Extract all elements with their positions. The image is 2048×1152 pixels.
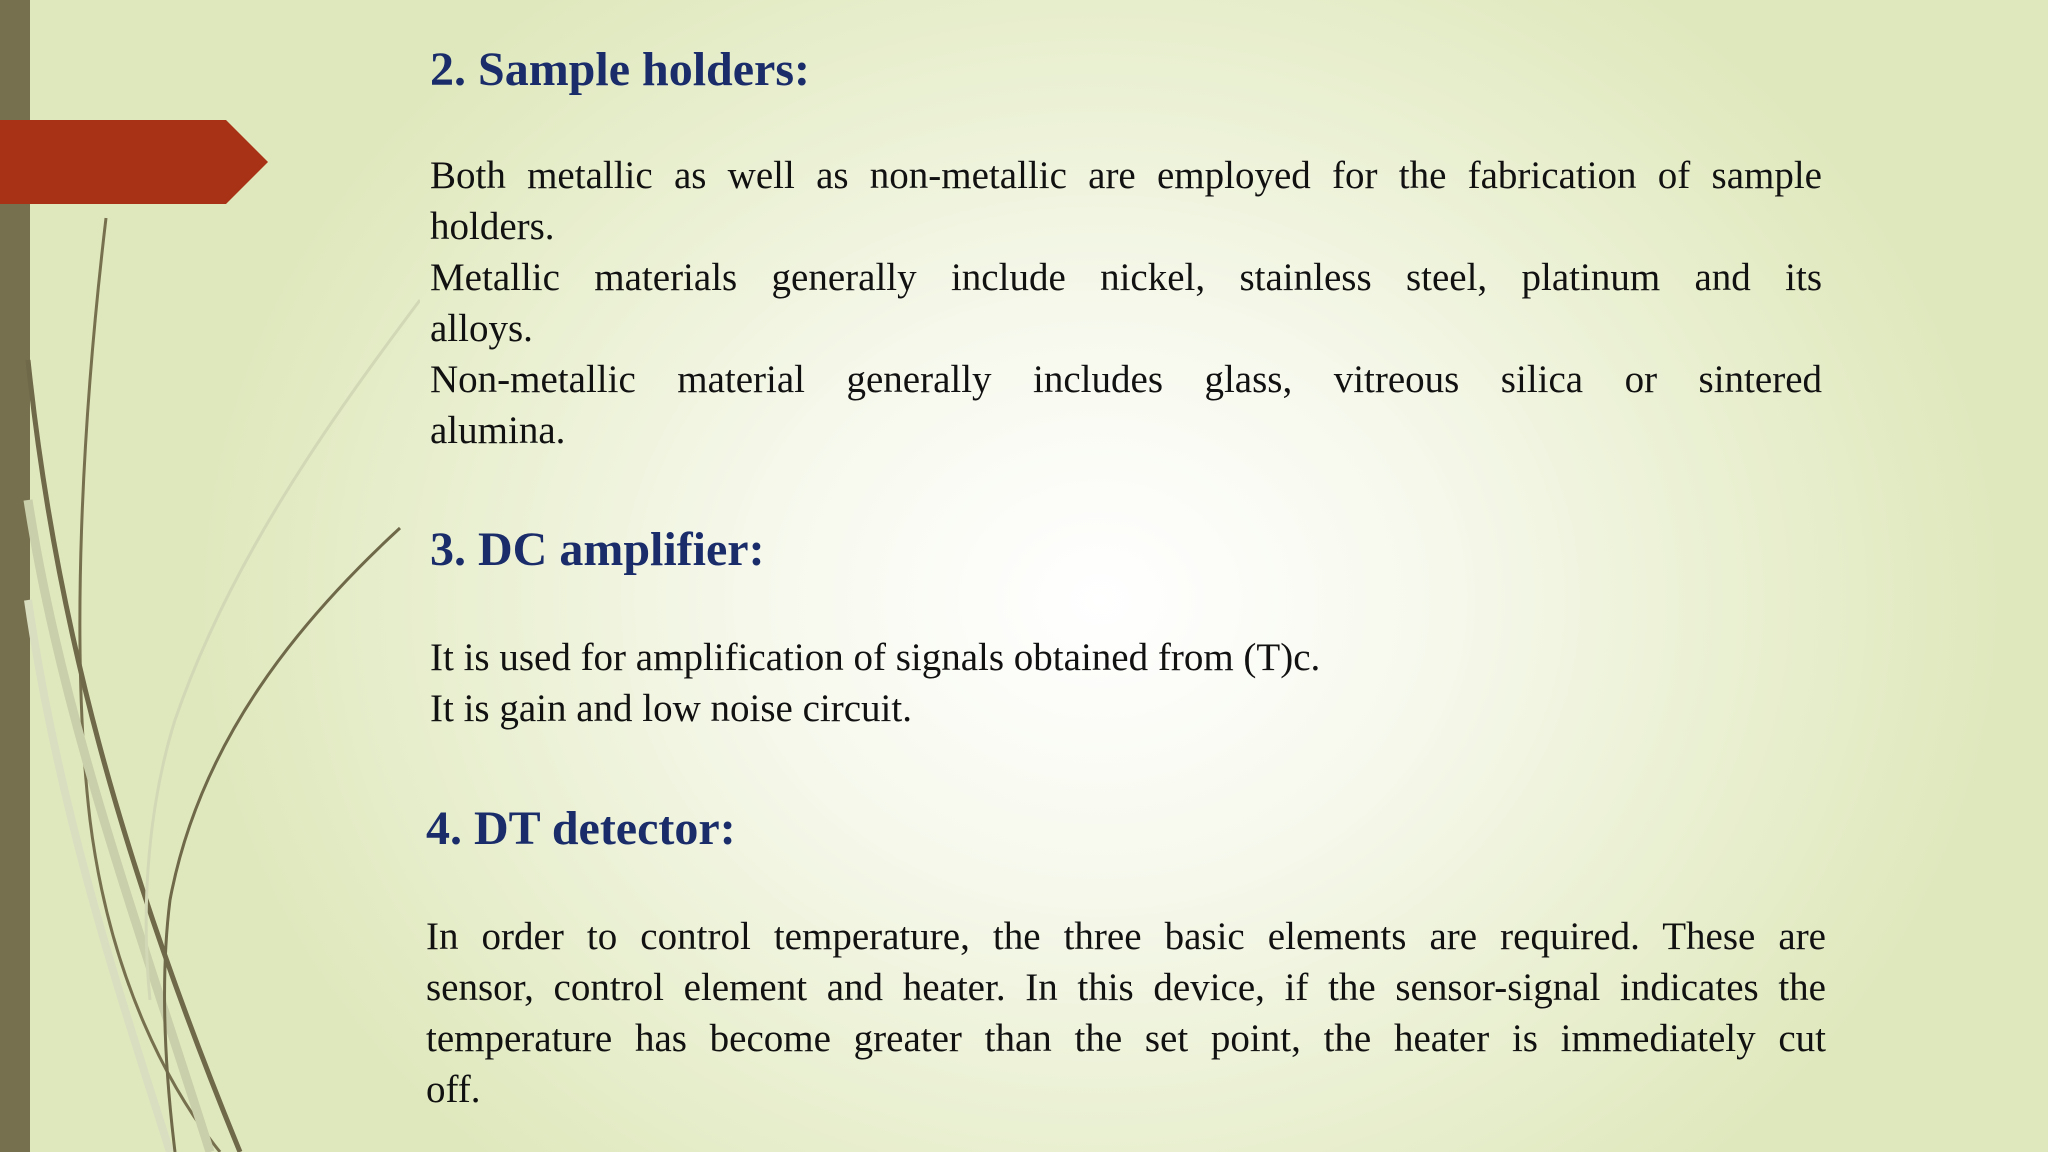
text-line: alumina. <box>430 409 566 452</box>
heading-dt-detector: 4. DT detector: <box>426 802 736 855</box>
arrow-banner-icon <box>0 120 268 204</box>
text-line: Both metallic as well as non-metallic are employed for the fabrication of sample <box>430 154 1822 197</box>
paragraph-sample-holders <box>430 150 1822 456</box>
text-line: Metallic materials generally include nickel, stainless steel, platinum and its <box>430 256 1822 299</box>
text-line: holders. <box>430 205 555 248</box>
heading-dc-amplifier: 3. DC amplifier: <box>430 523 765 576</box>
heading-sample-holders: 2. Sample holders: <box>430 43 811 96</box>
text-line: alloys. <box>430 307 533 350</box>
text-line: It is gain and low noise circuit. <box>430 687 912 730</box>
text-line: Non-metallic material generally includes glass, vitreous silica or sintered <box>430 358 1822 401</box>
text-line: sensor, control element and heater. In this device, if the sensor-signal indicates the <box>426 966 1826 1009</box>
text-line: temperature has become greater than the set point, the heater is immediately cut <box>426 1017 1826 1060</box>
text-line: In order to control temperature, the three basic elements are required. These are <box>426 915 1826 958</box>
text-line: off. <box>426 1068 481 1111</box>
paragraph-dt-detector <box>426 911 1826 1115</box>
paragraph-dc-amplifier <box>430 632 1822 734</box>
text-line: It is used for amplification of signals obtained from (T)c. <box>430 636 1321 679</box>
